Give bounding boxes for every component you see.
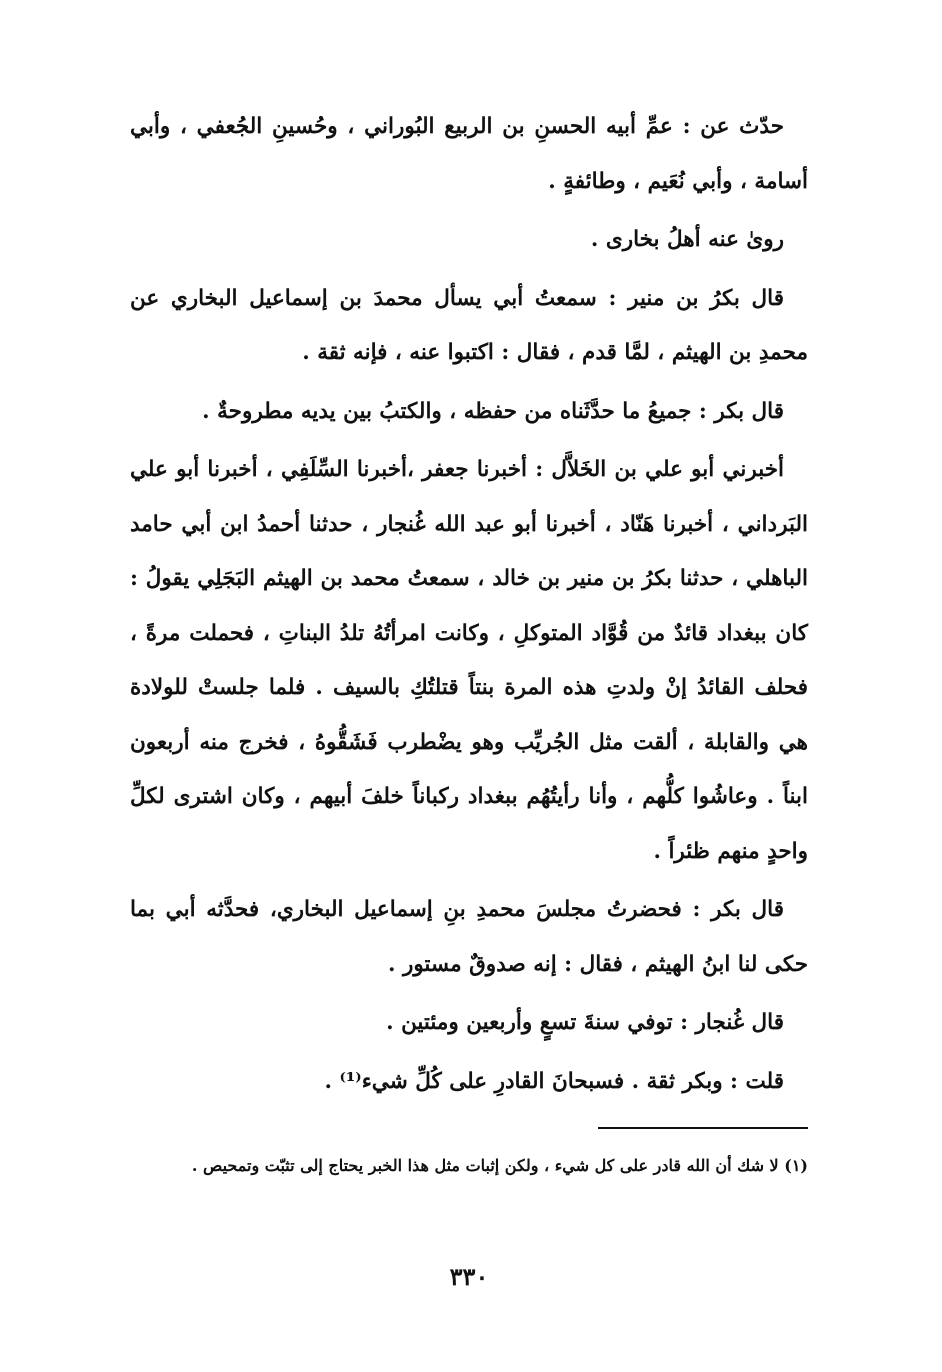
paragraph-bakr-memory: قال بكر : جميعُ ما حدَّثَناه من حفظه ، والكتبُ بين يديه مطروحةٌ . [202,398,784,424]
paragraph-death-year: قال غُنجار : توفي سنةَ تسعٍ وأربعين ومئتين . [386,1010,784,1035]
paragraph-narrated-by: روىٰ عنه أهلُ بخارى . [590,227,784,252]
footnote: (١) لا شك أن الله قادر على كل شيء ، ولكن إثبات مثل هذا الخبر يحتاج إلى تثبّت وتمحيص . [191,1156,808,1175]
paragraph-narrated-from: حدّث عن : عمِّ أبيه الحسنِ بن الربيع البُوراني ، وحُسينِ الجُعفي ، وأبي أسامة ، وأبي نُعَيم ، وطائفةٍ . [130,114,808,194]
paragraph-bukhari-assembly: قال بكر : فحضرتُ مجلسَ محمدِ بنِ إسماعيل البخاري، فحدَّثه أبي بما حكى لنا ابنُ الهيثم ، فقال : إنه صدوقٌ مستور . [130,897,808,977]
paragraph-author-note: قلت : وبكر ثقة . فسبحانَ القادرِ على كُلِّ شيء⁽¹⁾ . [324,1068,784,1094]
paragraph-isnad-story: أخبرني أبو علي بن الخَلاَّل : أخبرنا جعفر ،أخبرنا السِّلَفِي ، أخبرنا أبو علي البَرداني ، أخبرنا هَنّاد ، أخبرنا أبو عبد الله غُنجار ، حدثنا أحمدُ ابن أبي حامد الباهلي ، حدثنا بكرُ بن منير بن خالد ، سمعتُ محمد بن الهيثم البَجَلِي يقولُ : كان ببغداد قائدٌ من قُوَّاد المتوكلِ ، وكانت امرأتُهُ تلدُ البناتِ ، فحملت مرةً ، فحلف القائدُ إنْ ولدتِ هذه المرة بنتاً قتلتُكِ بالسيف . فلما جلستْ للولادة هي والقابلة ، ألقت مثل الجُريِّب وهو يضْطرب فَشَقُّوهُ ، فخرج منه أربعون ابناً . وعاشُوا كلُّهم ، وأنا رأيتُهُم ببغداد ركباناً خلفَ أبيهم ، وكان اشترى لكلِّ واحدٍ منهم ظئراً . [130,457,808,864]
paragraph-bakr-ibn-munir: قال بكرُ بن منير : سمعتُ أبي يسأل محمدَ بن إسماعيل البخاري عن محمدِ بن الهيثم ، لمَّا قدم ، فقال : اكتبوا عنه ، فإنه ثقة . [130,285,808,365]
page-number: ٣٣٠ [449,1262,489,1291]
footnote-divider [598,1127,808,1129]
book-page [130,100,808,1360]
